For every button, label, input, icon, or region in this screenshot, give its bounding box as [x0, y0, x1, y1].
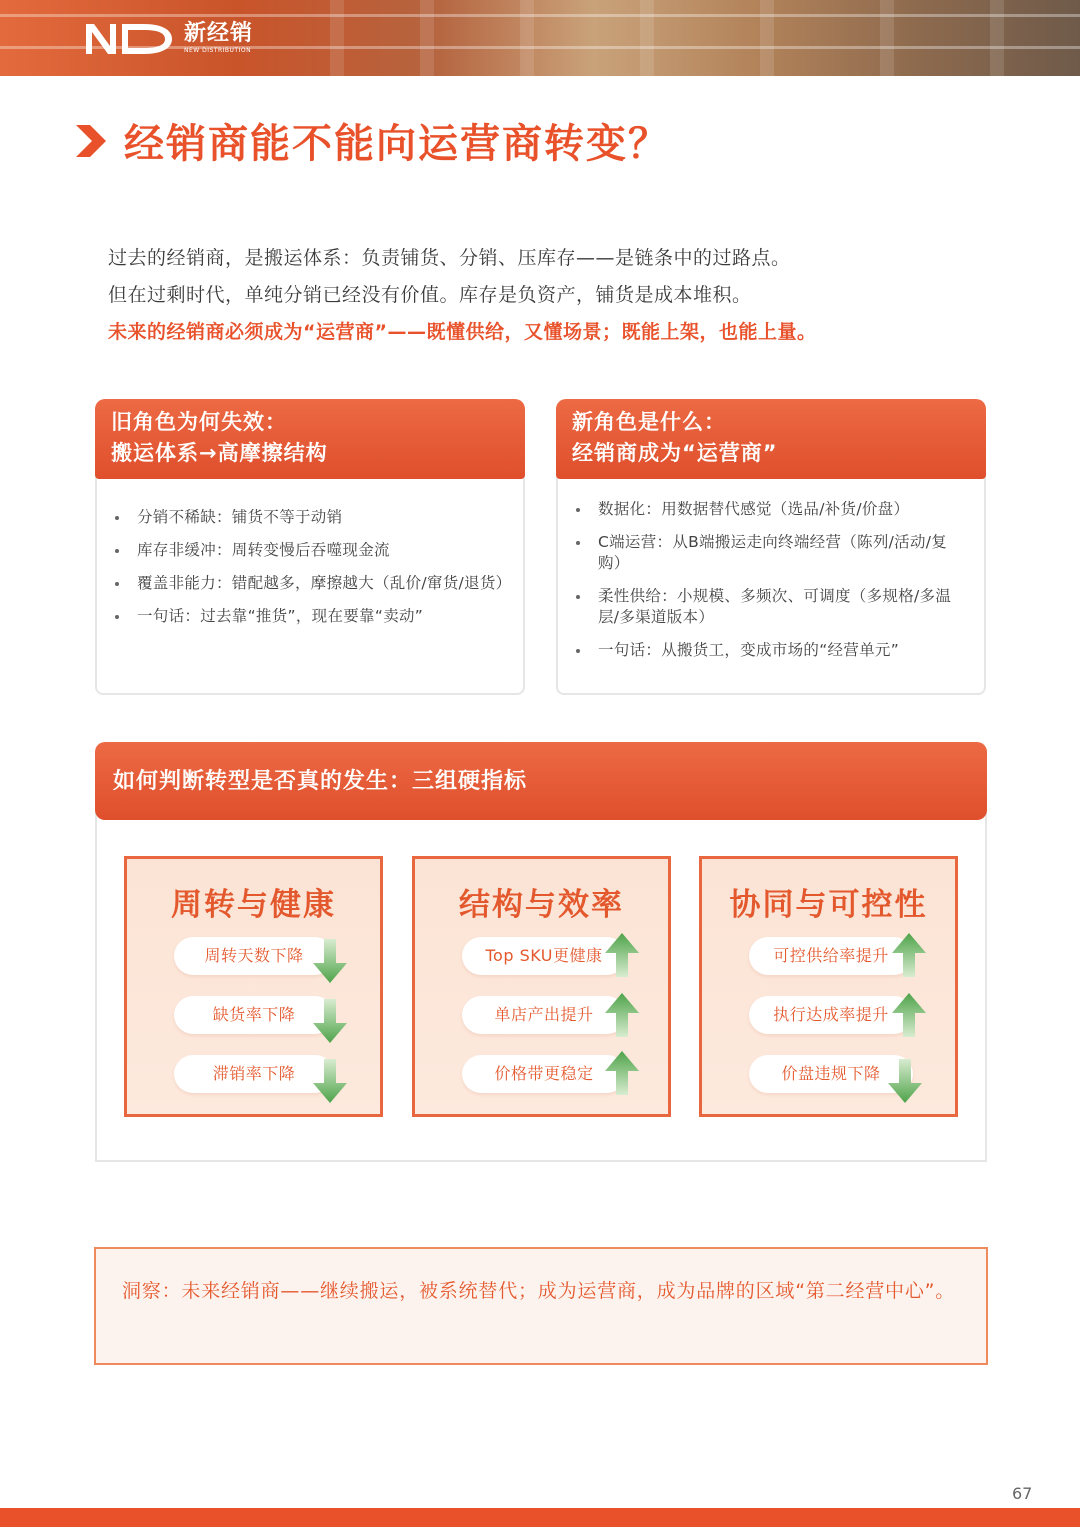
banner-product [520, 0, 534, 76]
intro-highlight: 未来的经销商必须成为“运营商”——既懂供给，又懂场景；既能上架，也能上量。 [108, 321, 817, 343]
insight-box: 洞察：未来经销商——继续搬运，被系统替代；成为运营商，成为品牌的区域“第二经营中心”。 [94, 1247, 988, 1365]
intro-line: 但在过剩时代，单纯分销已经没有价值。库存是负资产，铺货是成本堆积。 [108, 284, 752, 306]
banner-shelf-line [0, 14, 1080, 17]
arrow-up-icon [605, 993, 639, 1037]
intro-line: 过去的经销商，是搬运体系：负责铺货、分销、压库存——是链条中的过路点。 [108, 247, 791, 269]
metric-pill: 单店产出提升 [462, 996, 626, 1034]
banner-product [640, 0, 654, 76]
old-role-body [95, 471, 525, 695]
card-heading-line: 搬运体系→高摩擦结构 [111, 441, 328, 465]
metric-pill: 执行达成率提升 [749, 996, 913, 1034]
metric-group-title: 协同与可控性 [729, 887, 928, 923]
chevron-right-icon [74, 121, 108, 161]
metric-pill: Top SKU更健康 [462, 937, 626, 975]
metric-group-title: 周转与健康 [171, 887, 336, 923]
card-heading-line: 旧角色为何失效： [111, 410, 287, 434]
arrow-down-icon [313, 1059, 347, 1103]
list-item: 分销不稀缺：铺货不等于动销 [113, 507, 507, 528]
card-heading-line: 新角色是什么： [572, 410, 726, 434]
arrow-up-icon [892, 993, 926, 1037]
new-role-body [556, 471, 986, 695]
metric-pill: 滞销率下降 [174, 1055, 334, 1093]
arrow-down-icon [888, 1059, 922, 1103]
title-row [74, 112, 670, 169]
footer-bar [0, 1508, 1080, 1527]
logo-mark-icon [84, 18, 176, 58]
arrow-down-icon [313, 939, 347, 983]
header-banner [0, 0, 1080, 76]
list-item: 库存非缓冲：周转变慢后吞噬现金流 [113, 540, 507, 561]
new-role-heading [556, 399, 986, 479]
list-item: 数据化：用数据替代感觉（选品/补货/价盘） [574, 499, 968, 520]
metric-pill: 缺货率下降 [174, 996, 334, 1034]
banner-product [880, 0, 894, 76]
metric-group-turnover [124, 856, 383, 1117]
list-item: C端运营：从B端搬运走向终端经营（陈列/活动/复购） [574, 532, 968, 574]
metric-group-structure [412, 856, 671, 1117]
list-item: 柔性供给：小规模、多频次、可调度（多规格/多温层/多渠道版本） [574, 586, 968, 628]
metric-pill: 可控供给率提升 [749, 937, 913, 975]
old-role-heading [95, 399, 525, 479]
new-role-card [556, 399, 986, 695]
page-number: 67 [1012, 1484, 1033, 1503]
arrow-down-icon [313, 999, 347, 1043]
arrow-up-icon [605, 1051, 639, 1095]
card-heading-line: 经销商成为“运营商” [572, 441, 778, 465]
brand-name-en: NEW DISTRIBUTION [184, 46, 252, 54]
brand-name-cn: 新经销 [184, 20, 254, 46]
brand-logo [84, 18, 253, 58]
arrow-up-icon [892, 933, 926, 977]
metric-pill: 价盘违规下降 [749, 1055, 913, 1093]
metrics-heading: 如何判断转型是否真的发生：三组硬指标 [95, 742, 987, 820]
metric-group-control [699, 856, 958, 1117]
metric-pill: 价格带更稳定 [462, 1055, 626, 1093]
old-role-card [95, 399, 525, 695]
list-item: 一句话：从搬货工，变成市场的“经营单元” [574, 640, 968, 661]
list-item: 一句话：过去靠“推货”，现在要靠“卖动” [113, 606, 507, 627]
list-item: 覆盖非能力：错配越多，摩擦越大（乱价/窜货/退货） [113, 573, 507, 594]
banner-product [420, 0, 434, 76]
metric-group-title: 结构与效率 [459, 887, 624, 923]
metric-pill: 周转天数下降 [174, 937, 334, 975]
page-title: 经销商能不能向运营商转变？ [124, 121, 670, 167]
intro-text [108, 240, 988, 351]
banner-product [330, 0, 344, 76]
arrow-up-icon [605, 933, 639, 977]
banner-product [760, 0, 774, 76]
banner-product [990, 0, 1004, 76]
